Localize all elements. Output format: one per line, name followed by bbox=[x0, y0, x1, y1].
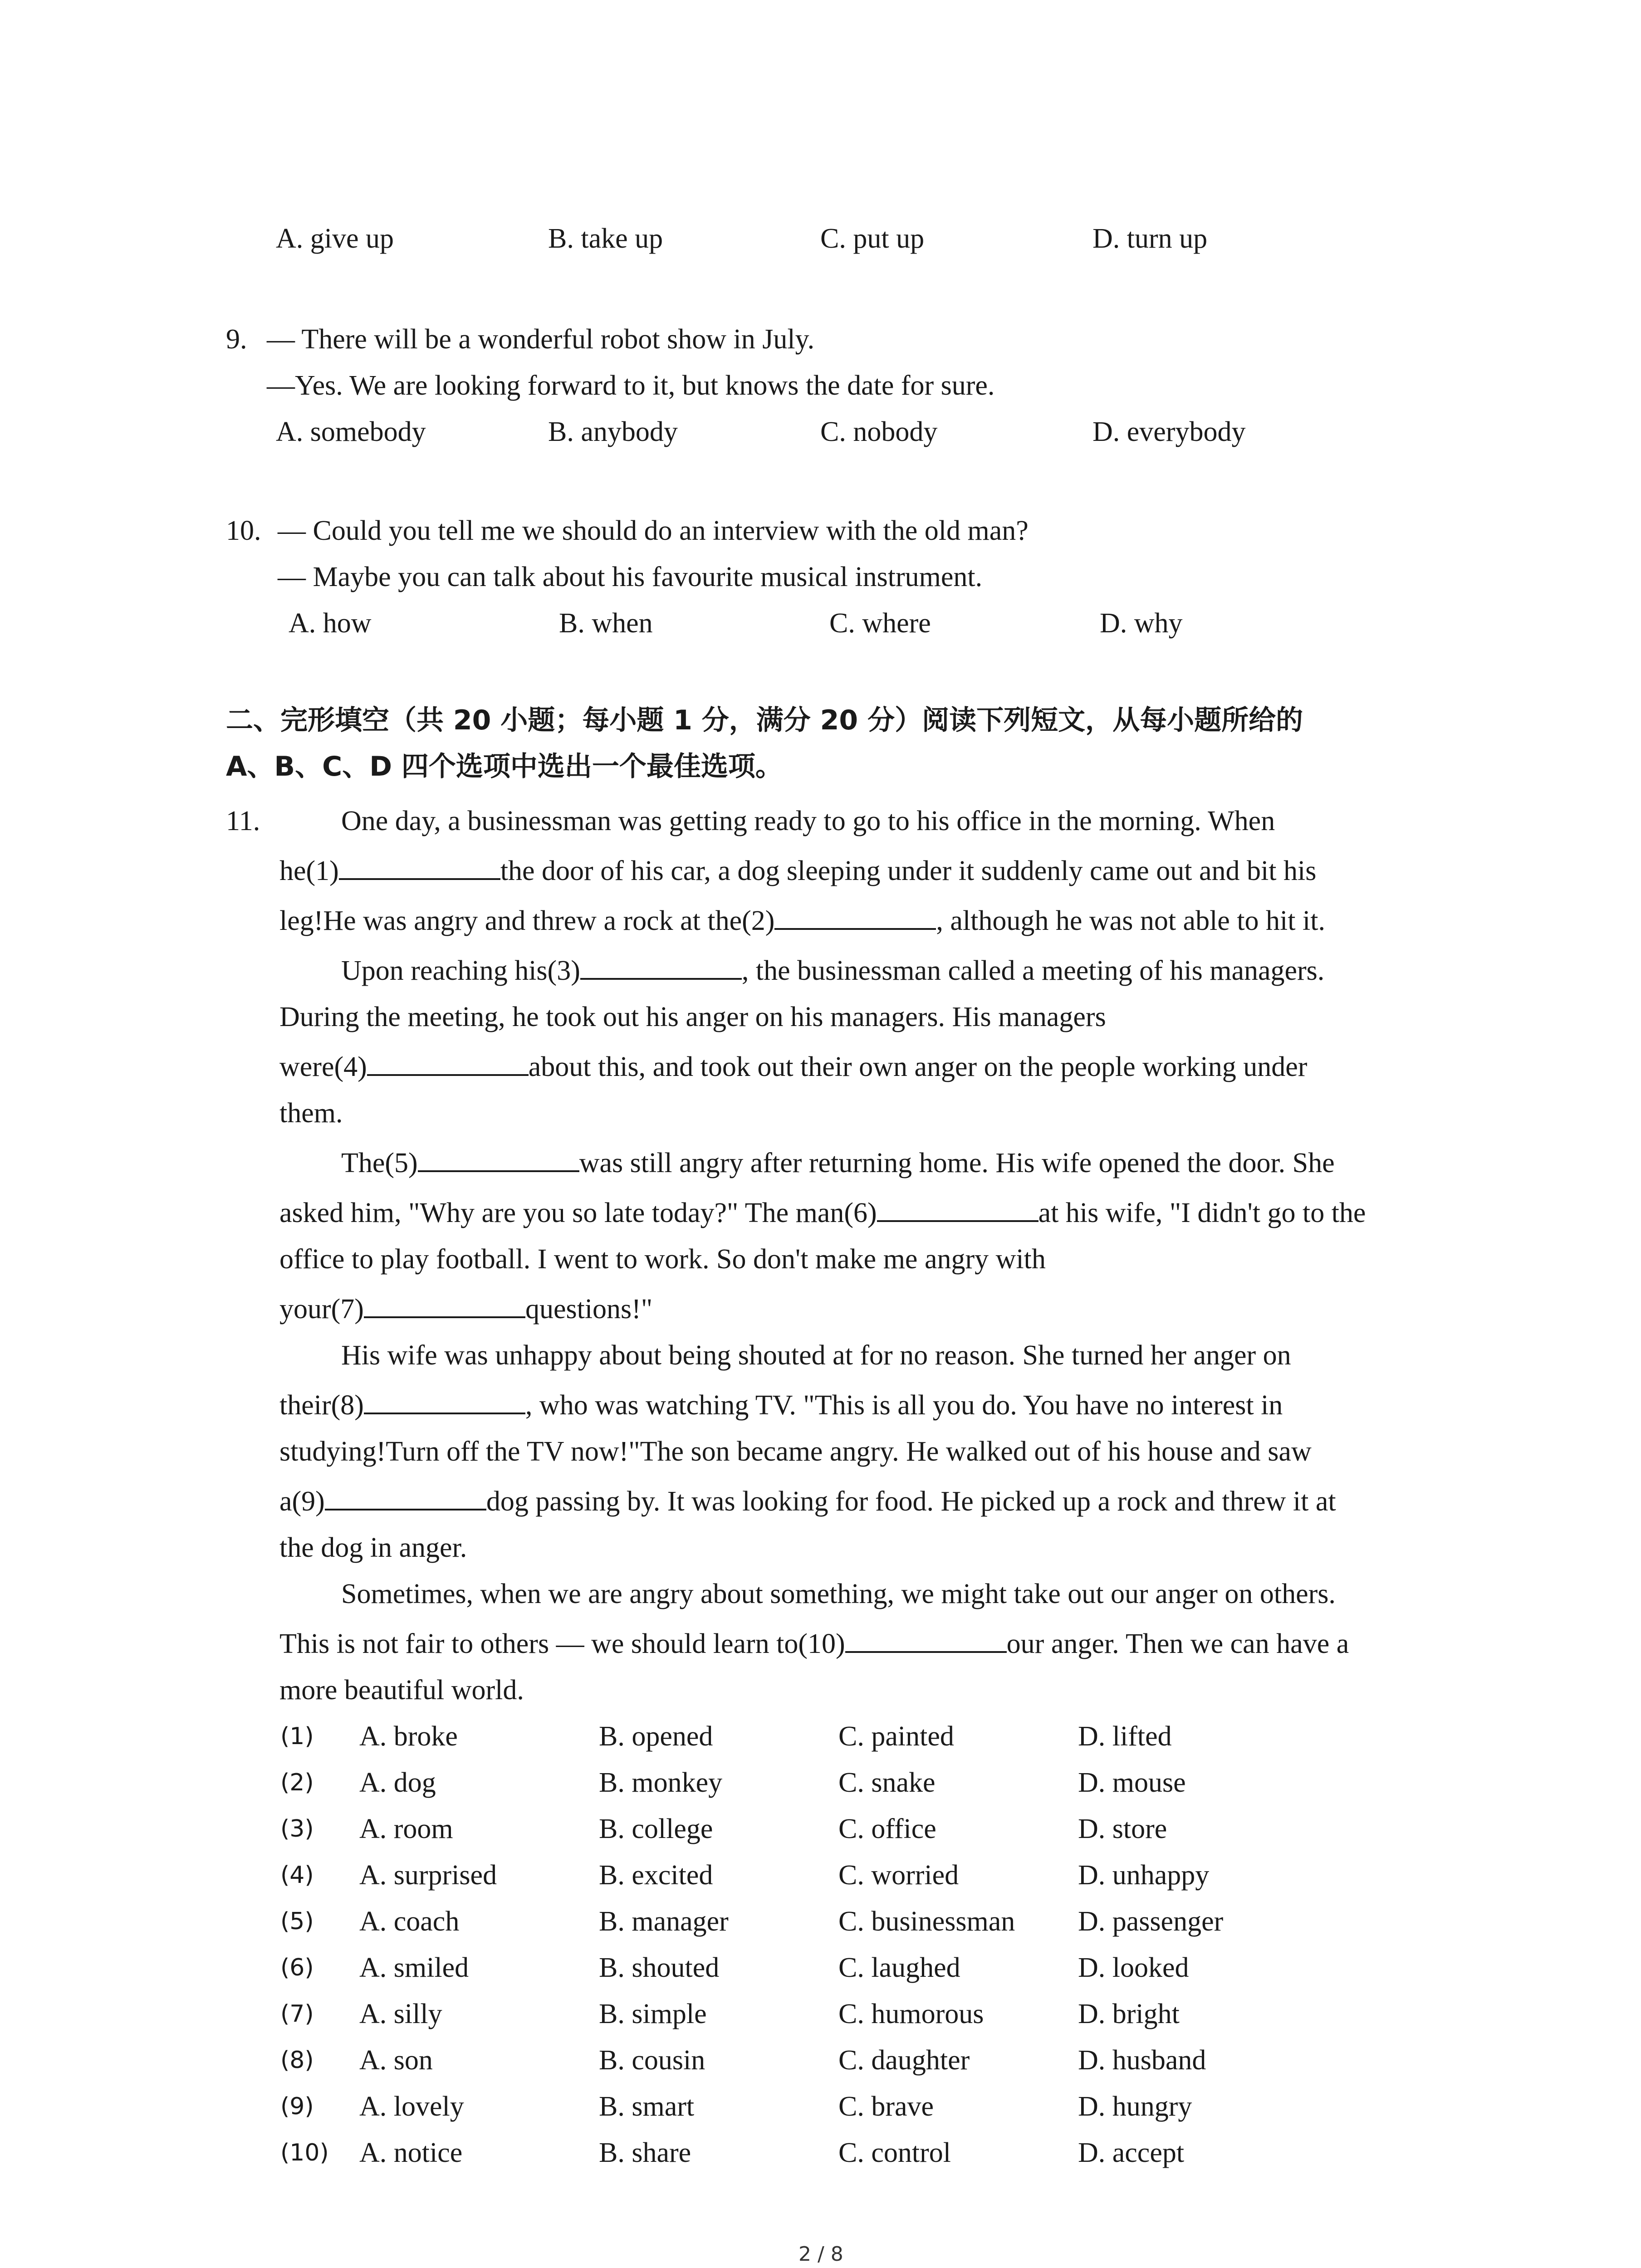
blank-4[interactable] bbox=[367, 1048, 529, 1076]
section-2-line2: A、B、C、D 四个选项中选出一个最佳选项。 bbox=[226, 751, 783, 782]
p2-line1: Upon reaching his(3) , the businessman called a meeting of his managers. bbox=[341, 948, 1324, 993]
p4-line4: a(9) dog passing by. It was looking for food. He picked up a rock and threw it at bbox=[279, 1479, 1336, 1524]
p2-line2: During the meeting, he took out his anger on his managers. His managers bbox=[279, 1002, 1106, 1032]
p2-line4: them. bbox=[279, 1098, 343, 1129]
blank-7[interactable] bbox=[364, 1290, 525, 1318]
page-number: 2 / 8 bbox=[798, 2243, 843, 2266]
q8-option-c: C. put up bbox=[820, 223, 925, 254]
blank-1[interactable] bbox=[339, 852, 500, 880]
p4-line1: His wife was unhappy about being shouted at for no reason. She turned her anger on bbox=[341, 1340, 1291, 1371]
p3-line2: asked him, "Why are you so late today?" The man(6) at his wife, "I didn't go to the bbox=[279, 1190, 1366, 1236]
q9-option-d: D. everybody bbox=[1092, 416, 1246, 447]
blank-9[interactable] bbox=[325, 1482, 486, 1510]
p1-line3: leg!He was angry and threw a rock at the(2) , although he was not able to hit it. bbox=[279, 898, 1325, 943]
blank-6[interactable] bbox=[877, 1194, 1038, 1222]
p4-line5: the dog in anger. bbox=[279, 1532, 467, 1563]
q10-option-a: A. how bbox=[289, 608, 372, 639]
blank-2[interactable] bbox=[774, 902, 936, 930]
blank-8[interactable] bbox=[364, 1386, 525, 1414]
p1-line2: he(1) the door of his car, a dog sleeping under it suddenly came out and bit his bbox=[279, 848, 1316, 894]
q11-number: 11. bbox=[226, 806, 260, 836]
p3-line1: The(5) was still angry after returning home. His wife opened the door. She bbox=[341, 1140, 1335, 1186]
q9-option-a: A. somebody bbox=[276, 416, 426, 447]
p5-line2: This is not fair to others — we should learn to(10) our anger. Then we can have a bbox=[279, 1621, 1349, 1667]
section-2-line1: 二、完形填空（共 20 小题；每小题 1 分，满分 20 分）阅读下列短文，从每小题所给的 bbox=[226, 704, 1303, 736]
q10-line1: — Could you tell me we should do an interview with the old man? bbox=[278, 515, 1029, 546]
q8-option-d: D. turn up bbox=[1092, 223, 1208, 254]
q10-option-b: B. when bbox=[559, 608, 653, 639]
q10-number: 10. bbox=[226, 515, 261, 546]
p4-line2: their(8) , who was watching TV. "This is all you do. You have no interest in bbox=[279, 1383, 1283, 1428]
q10-option-c: C. where bbox=[829, 608, 931, 639]
q10-option-d: D. why bbox=[1100, 608, 1183, 639]
q10-line2: — Maybe you can talk about his favourite musical instrument. bbox=[278, 562, 983, 592]
p3-line4: your(7) questions!" bbox=[279, 1286, 652, 1332]
p5-line3: more beautiful world. bbox=[279, 1675, 524, 1706]
p1-line1: One day, a businessman was getting ready to go to his office in the morning. When bbox=[341, 806, 1275, 836]
q9-option-b: B. anybody bbox=[548, 416, 678, 447]
q9-number: 9. bbox=[226, 324, 247, 355]
q8-option-b: B. take up bbox=[548, 223, 663, 254]
q8-option-a: A. give up bbox=[276, 223, 394, 254]
q9-option-c: C. nobody bbox=[820, 416, 938, 447]
q9-line2: —Yes. We are looking forward to it, but knows the date for sure. bbox=[267, 370, 995, 401]
blank-10[interactable] bbox=[845, 1625, 1007, 1653]
q9-line1: — There will be a wonderful robot show in July. bbox=[267, 324, 815, 355]
blank-3[interactable] bbox=[580, 952, 742, 980]
p4-line3: studying!Turn off the TV now!"The son became angry. He walked out of his house and saw bbox=[279, 1436, 1312, 1467]
p2-line3: were(4) about this, and took out their own anger on the people working under bbox=[279, 1044, 1307, 1090]
p3-line3: office to play football. I went to work. So don't make me angry with bbox=[279, 1244, 1046, 1275]
blank-5[interactable] bbox=[418, 1144, 579, 1172]
p5-line1: Sometimes, when we are angry about something, we might take out our anger on others. bbox=[341, 1579, 1336, 1609]
